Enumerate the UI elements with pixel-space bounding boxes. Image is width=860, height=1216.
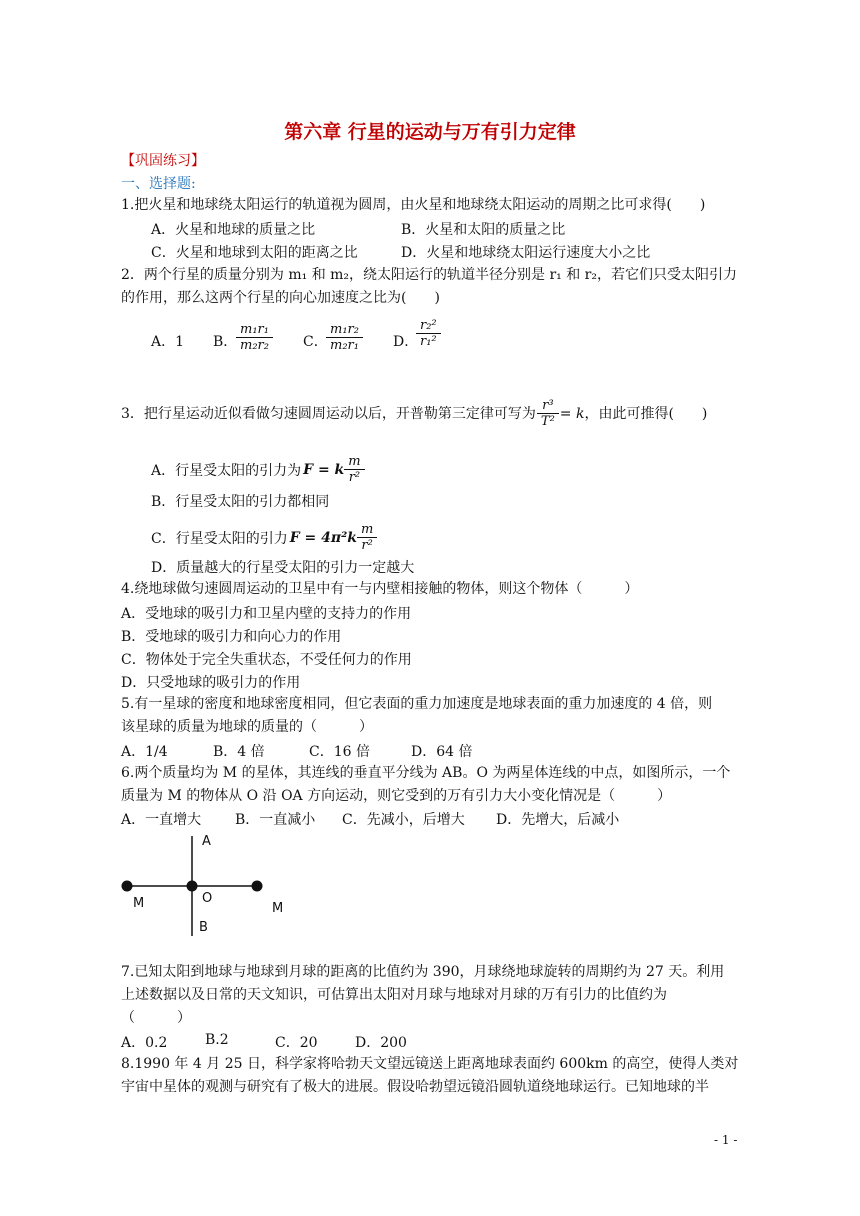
q8-stem-line2: 宇宙中星体的观测与研究有了极大的进展。假设哈勃望远镜沿圆轨道绕地球运行。已知地球的半	[121, 1079, 709, 1095]
q3-stem-post: ，由此可推得( )	[584, 405, 708, 422]
q1-stem: 1.把火星和地球绕太阳运行的轨道视为圆周，由火星和地球绕太阳运动的周期之比可求得( )	[121, 197, 706, 213]
q1-option-d: D．火星和地球绕太阳运行速度大小之比	[401, 245, 651, 261]
q2-stem-line1: 2．两个行星的质量分别为 m₁ 和 m₂，绕太阳运行的轨道半径分别是 r₁ 和 r₂，若它们只受太阳引力	[121, 267, 737, 283]
q8-stem-line1: 8.1990 年 4 月 25 日，科学家将哈勃天文望远镜送上距离地球表面约 600km 的高空，使得人类对	[121, 1056, 739, 1072]
fraction-numerator: m₁r₁	[240, 322, 269, 337]
q2-option-d-label: D．	[393, 334, 419, 350]
q3-option-a-formula: F = k	[303, 461, 345, 478]
q7-option-d: D．200	[355, 1035, 407, 1051]
q4-option-c: C．物体处于完全失重状态，不受任何力的作用	[121, 652, 412, 668]
q3-option-a	[151, 454, 365, 485]
q6-option-a: A．一直增大	[121, 812, 202, 828]
page-number: - 1 -	[714, 1133, 738, 1147]
label-m-left: M	[133, 896, 145, 911]
fraction-numerator: r₂²	[420, 318, 437, 333]
q2-stem-line2: 的作用，那么这两个行星的向心加速度之比为( )	[121, 290, 440, 306]
fraction-denominator: r²	[348, 470, 361, 485]
fraction-numerator: m₁r₂	[330, 322, 359, 337]
q5-option-d: D．64 倍	[411, 744, 473, 760]
q5-option-a: A．1/4	[121, 744, 168, 760]
q3-option-c-formula: F = 4π²k	[289, 529, 357, 546]
q3-option-d: D．质量越大的行星受太阳的引力一定越大	[151, 560, 415, 576]
fraction-denominator: m₂r₁	[330, 338, 359, 353]
fraction-numerator: m	[360, 522, 374, 537]
q3-option-c	[151, 522, 377, 553]
q7-stem-line1: 7.已知太阳到地球与地球到月球的距离的比值约为 390，月球绕地球旋转的周期约为 27 天。利用	[121, 964, 725, 980]
fraction-numerator: m	[348, 454, 361, 469]
q6-option-b: B．一直减小	[235, 812, 316, 828]
q5-stem-line1: 5.有一星球的密度和地球密度相同，但它表面的重力加速度是地球表面的重力加速度的 4 倍，则	[121, 696, 713, 712]
q3-option-a-text: A．行星受太阳的引力为	[151, 462, 302, 479]
mass-m-left	[122, 881, 133, 892]
mass-m-right	[252, 881, 263, 892]
q2-option-c-label: C．	[303, 334, 328, 350]
q6-stem-line1: 6.两个质量均为 M 的星体，其连线的垂直平分线为 AB。O 为两星体连线的中点，如图所示，一个	[121, 765, 731, 781]
fraction-denominator: T²	[540, 414, 555, 429]
q7-stem-line3: （ ）	[121, 1010, 191, 1026]
q3-stem-pre: 3．把行星运动近似看做匀速圆周运动以后，开普勒第三定律可写为	[121, 405, 536, 422]
q3-option-b: B．行星受太阳的引力都相同	[151, 494, 330, 510]
q2-option-c-fraction	[326, 322, 363, 353]
q2-option-a: A．1	[151, 334, 185, 350]
q3-stem-equation: = k	[559, 405, 585, 422]
label-o: O	[202, 891, 213, 906]
subsection-heading: 一、选择题:	[121, 176, 196, 192]
q1-option-b: B．火星和太阳的质量之比	[401, 222, 566, 238]
section-heading: 【巩固练习】	[121, 153, 205, 169]
q2-option-b-fraction	[236, 322, 273, 353]
q7-option-c: C．20	[275, 1035, 318, 1051]
q5-option-b: B．4 倍	[213, 744, 265, 760]
label-b: B	[199, 920, 208, 935]
label-m-right: M	[272, 901, 284, 916]
fraction-denominator: r²	[361, 538, 373, 553]
q1-option-a: A．火星和地球的质量之比	[151, 222, 316, 238]
fraction-numerator: r³	[542, 398, 554, 413]
q3-option-c-text: C．行星受太阳的引力	[151, 530, 288, 547]
q7-option-b: B.2	[205, 1032, 229, 1048]
q6-stem-line2: 质量为 M 的物体从 O 沿 OA 方向运动，则它受到的万有引力大小变化情况是（ ）	[121, 788, 672, 804]
label-a: A	[202, 834, 211, 849]
fraction-denominator: r₁²	[420, 334, 437, 349]
q5-option-c: C．16 倍	[309, 744, 370, 760]
q6-option-d: D．先增大，后减小	[496, 812, 620, 828]
fraction-denominator: m₂r₂	[240, 338, 269, 353]
q4-option-a: A．受地球的吸引力和卫星内壁的支持力的作用	[121, 606, 412, 622]
midpoint-o	[187, 881, 198, 892]
q7-option-a: A．0.2	[121, 1035, 168, 1051]
q6-option-c: C．先减小，后增大	[342, 812, 465, 828]
q5-stem-line2: 该星球的质量为地球的质量的（ ）	[121, 719, 373, 735]
q4-stem: 4.绕地球做匀速圆周运动的卫星中有一与内壁相接触的物体，则这个物体（ ）	[121, 581, 639, 597]
q4-option-b: B．受地球的吸引力和向心力的作用	[121, 629, 342, 645]
q4-option-d: D．只受地球的吸引力的作用	[121, 675, 301, 691]
q2-option-d-fraction	[416, 318, 441, 349]
page-title: 第六章 行星的运动与万有引力定律	[284, 121, 576, 143]
q3-stem	[121, 398, 707, 429]
q7-stem-line2: 上述数据以及日常的天文知识，可估算出太阳对月球与地球对月球的万有引力的比值约为	[121, 987, 667, 1003]
q2-option-b-label: B．	[213, 334, 238, 350]
q1-option-c: C．火星和地球到太阳的距离之比	[151, 245, 358, 261]
